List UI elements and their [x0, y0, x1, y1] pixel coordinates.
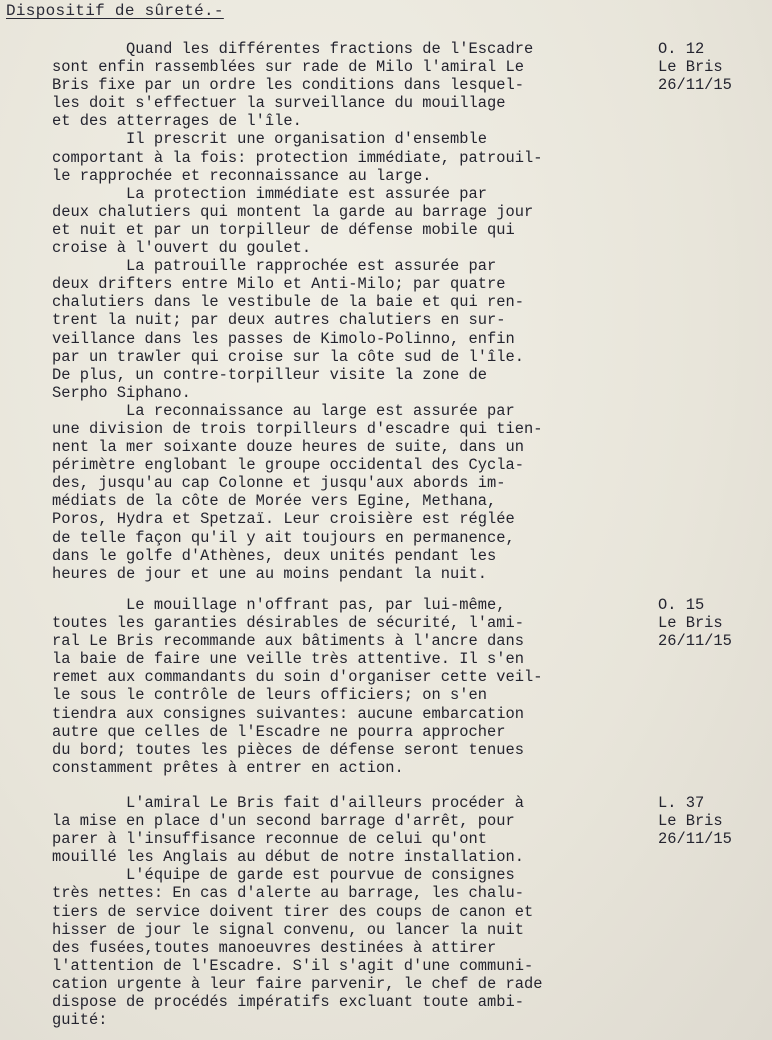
paragraph-barrage [52, 794, 652, 1029]
text-line: autre que celles de l'Escadre ne pourra approcher [52, 722, 506, 741]
text-line: La reconnaissance au large est assurée par [52, 401, 515, 420]
text-line: comportant à la fois: protection immédiate, patrouil- [52, 148, 543, 167]
text-line: l'attention de l'Escadre. S'il s'agit d'une communi- [52, 956, 534, 975]
reference-date: 26/11/15 [658, 76, 732, 95]
text-line: du bord; toutes les pièces de défense seront tenues [52, 740, 525, 759]
text-line: Poros, Hydra et Spetzaï. Leur croisière est réglée [52, 510, 515, 529]
paragraph-surveillance [52, 40, 652, 583]
text-line: le sous le contrôle de leurs officiers; on s'en [52, 686, 488, 705]
text-line: de telle façon qu'il y ait toujours en permanence, [52, 528, 515, 547]
text-line: La protection immédiate est assurée par [52, 184, 488, 203]
reference-name: Le Bris [658, 58, 723, 77]
text-line: croise à l'ouvert du goulet. [52, 239, 312, 258]
text-line: Il prescrit une organisation d'ensemble [52, 130, 488, 149]
text-line: médiats de la côte de Morée vers Egine, Methana, [52, 492, 497, 511]
text-line: les doit s'effectuer la surveillance du mouillage [52, 94, 506, 113]
reference-code: O. 15 [658, 596, 705, 614]
paragraph-mouillage [52, 596, 652, 777]
reference-name: Le Bris [658, 614, 723, 633]
text-line: constamment prêtes à entrer en action. [52, 758, 404, 777]
reference-name: Le Bris [658, 812, 723, 831]
text-line: la baie de faire une veille très attentive. Il s'en [52, 650, 525, 669]
text-line: hisser de jour le signal convenu, ou lancer la nuit [52, 920, 525, 939]
text-line: dans le golfe d'Athènes, deux unités pendant les [52, 546, 497, 565]
text-line: périmètre englobant le groupe occidental des Cycla- [52, 456, 525, 475]
text-line: très nettes: En cas d'alerte au barrage, les chalu- [52, 884, 525, 903]
text-line: L'amiral Le Bris fait d'ailleurs procéder à [52, 794, 525, 812]
text-line: Serpho Siphano. [52, 383, 191, 402]
text-line: une division de trois torpilleurs d'escadre qui tien- [52, 419, 543, 438]
text-line: remet aux commandants du soin d'organiser cette veil- [52, 668, 543, 687]
margin-reference-1 [658, 40, 768, 94]
text-line: parer à l'insuffisance reconnue de celui qu'ont [52, 830, 488, 849]
text-line: Quand les différentes fractions de l'Escadre [52, 40, 534, 58]
text-line: guité: [52, 1011, 108, 1030]
document-heading: Dispositif de sûreté.- [6, 2, 224, 20]
text-line: et nuit et par un torpilleur de défense mobile qui [52, 220, 515, 239]
text-line: deux chalutiers qui montent la garde au barrage jour [52, 202, 534, 221]
text-line: des fusées,toutes manoeuvres destinées à attirer [52, 938, 497, 957]
text-line: ral Le Bris recommande aux bâtiments à l'ancre dans [52, 632, 525, 651]
text-line: heures de jour et une au moins pendant la nuit. [52, 564, 488, 583]
text-line: Le mouillage n'offrant pas, par lui-même, [52, 596, 506, 614]
text-line: dispose de procédés impératifs excluant toute ambi- [52, 993, 525, 1012]
text-line: L'équipe de garde est pourvue de consignes [52, 866, 515, 885]
text-line: par un trawler qui croise sur la côte sud de l'île. [52, 347, 525, 366]
text-line: et des atterrages de l'île. [52, 112, 302, 131]
text-line: trent la nuit; par deux autres chalutiers en sur- [52, 311, 506, 330]
text-line: toutes les garanties désirables de sécurité, l'ami- [52, 614, 525, 633]
reference-code: O. 12 [658, 40, 705, 58]
text-line: tiers de service doivent tirer des coups de canon et [52, 902, 534, 921]
reference-date: 26/11/15 [658, 632, 732, 651]
margin-reference-3 [658, 794, 768, 848]
text-line: De plus, un contre-torpilleur visite la zone de [52, 365, 488, 384]
text-line: la mise en place d'un second barrage d'arrêt, pour [52, 812, 515, 831]
text-line: cation urgente à leur faire parvenir, le chef de rade [52, 974, 543, 993]
text-line: deux drifters entre Milo et Anti-Milo; par quatre [52, 275, 506, 294]
text-line: sont enfin rassemblées sur rade de Milo l'amiral Le [52, 58, 525, 77]
margin-reference-2 [658, 596, 768, 650]
text-line: La patrouille rapprochée est assurée par [52, 257, 497, 276]
text-line: nent la mer soixante douze heures de suite, dans un [52, 438, 525, 457]
reference-date: 26/11/15 [658, 830, 732, 849]
text-line: Bris fixe par un ordre les conditions dans lesquel- [52, 76, 525, 95]
text-line: veillance dans les passes de Kimolo-Polinno, enfin [52, 329, 515, 348]
text-line: le rapprochée et reconnaissance au large. [52, 166, 432, 185]
text-line: mouillé les Anglais au début de notre installation. [52, 848, 525, 867]
text-line: tiendra aux consignes suivantes: aucune embarcation [52, 704, 525, 723]
reference-code: L. 37 [658, 794, 705, 812]
text-line: des, jusqu'au cap Colonne et jusqu'aux abords im- [52, 474, 506, 493]
text-line: chalutiers dans le vestibule de la baie et qui ren- [52, 293, 525, 312]
